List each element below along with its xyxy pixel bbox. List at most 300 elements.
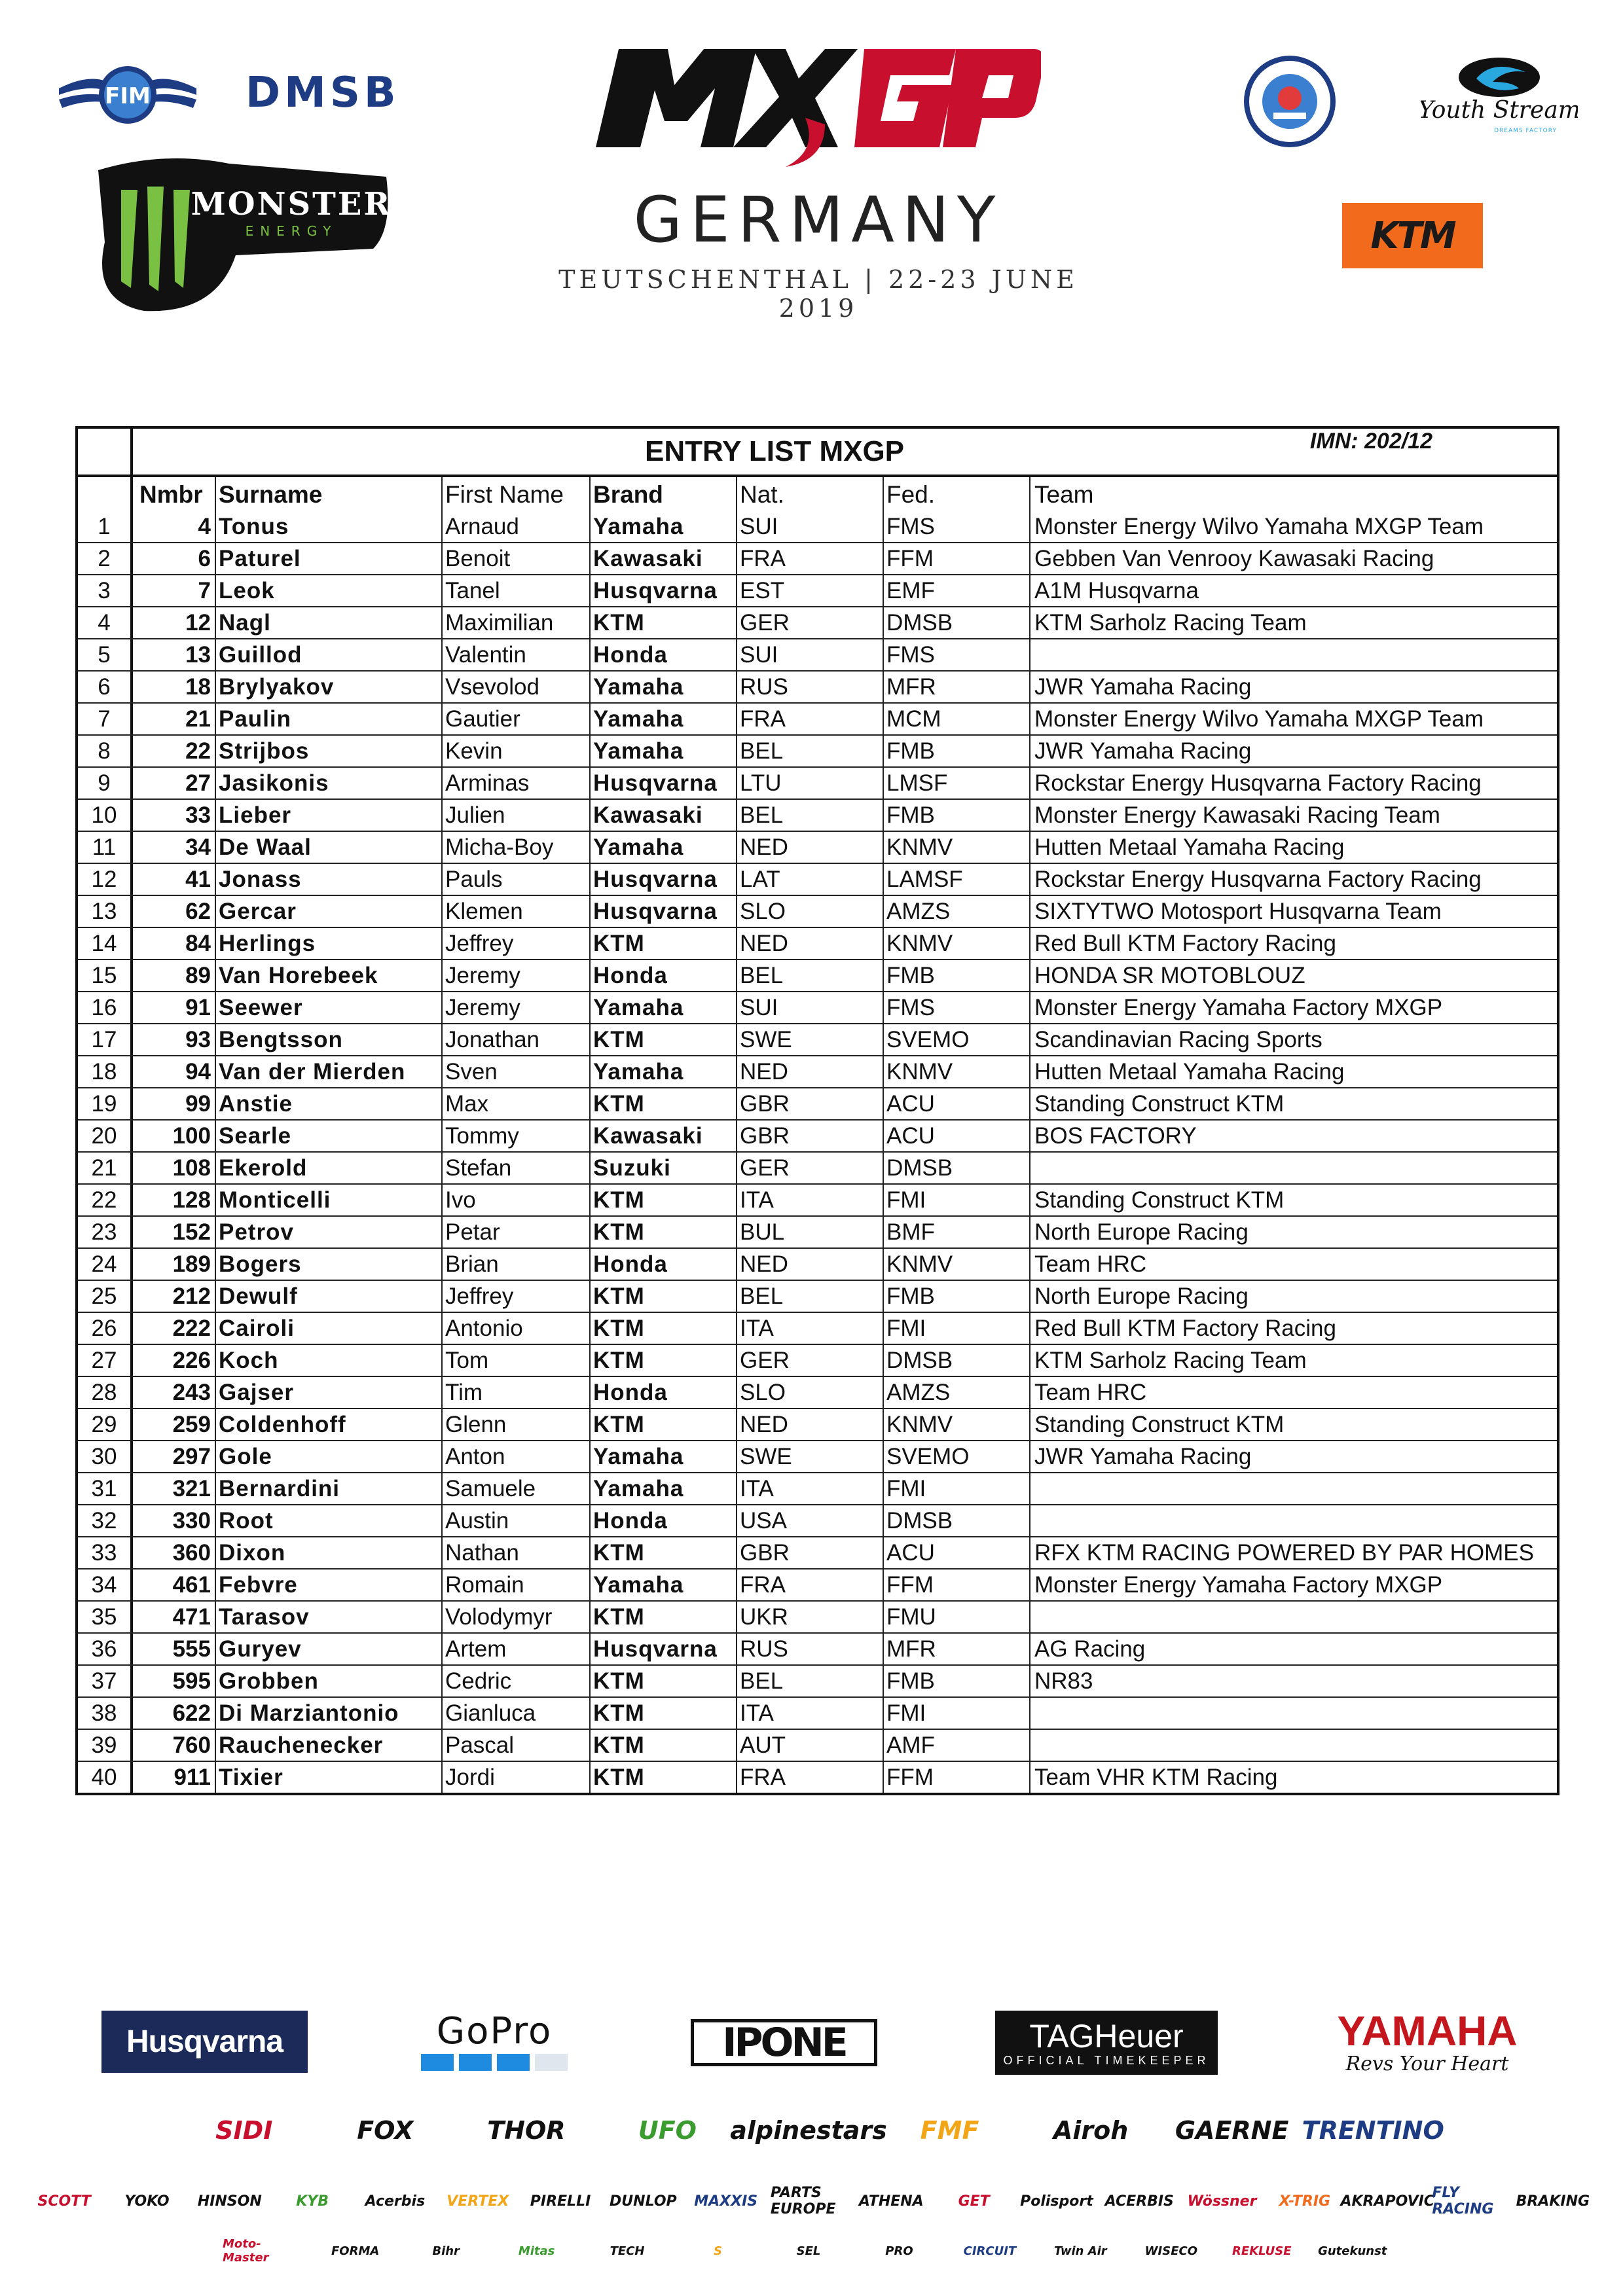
rider-nationality: ITA bbox=[737, 1185, 884, 1215]
row-index: 7 bbox=[78, 704, 133, 734]
rider-number: 41 bbox=[133, 864, 216, 895]
table-row bbox=[78, 1504, 1557, 1536]
sponsor-logo: Gutekunst bbox=[1318, 2244, 1387, 2258]
rider-nationality: GBR bbox=[737, 1537, 884, 1568]
rider-team: JWR Yamaha Racing bbox=[1034, 1444, 1252, 1469]
row-index: 31 bbox=[78, 1473, 133, 1504]
rider-surname: Paturel bbox=[216, 543, 443, 574]
rider-federation: ACU bbox=[884, 1537, 1030, 1568]
rider-brand: Honda bbox=[591, 960, 737, 991]
rider-surname: Gole bbox=[216, 1441, 443, 1472]
rider-first-name: Maximilian bbox=[443, 607, 591, 638]
rider-surname: Guryev bbox=[216, 1634, 443, 1664]
rider-team bbox=[1030, 1473, 1557, 1504]
rider-nationality: SWE bbox=[737, 1441, 884, 1472]
rider-surname: Di Marziantonio bbox=[216, 1698, 443, 1729]
rider-number: 471 bbox=[133, 1602, 216, 1632]
sponsor-logo: SEL bbox=[796, 2244, 821, 2258]
husqvarna-logo: Husqvarna bbox=[101, 2011, 308, 2073]
rider-first-name: Tim bbox=[443, 1377, 591, 1408]
rider-team: SIXTYTWO Motosport Husqvarna Team bbox=[1034, 899, 1442, 924]
rider-first-name: Nathan bbox=[443, 1537, 591, 1568]
rider-federation: FMB bbox=[884, 960, 1030, 991]
rider-first-name: Petar bbox=[443, 1217, 591, 1247]
sponsor-logo: WISECO bbox=[1144, 2244, 1197, 2258]
rider-surname: Seewer bbox=[216, 992, 443, 1023]
table-row bbox=[78, 863, 1557, 895]
header-nationality: Nat. bbox=[737, 477, 884, 511]
event-venue-dates: TEUTSCHENTHAL | 22-23 JUNE 2019 bbox=[558, 265, 1078, 323]
rider-brand: KTM bbox=[591, 1345, 737, 1376]
rider-federation: FMS bbox=[884, 992, 1030, 1023]
rider-nationality: BEL bbox=[737, 1666, 884, 1696]
table-row bbox=[78, 702, 1557, 734]
rider-brand: Husqvarna bbox=[591, 1634, 737, 1664]
imn-code: IMN: 202/12 bbox=[1309, 429, 1432, 454]
rider-number: 94 bbox=[133, 1056, 216, 1087]
rider-first-name: Arminas bbox=[443, 768, 591, 798]
rider-surname: De Waal bbox=[216, 832, 443, 863]
header-brand: Brand bbox=[591, 477, 737, 511]
sponsor-logo: X-TRIG bbox=[1279, 2193, 1331, 2210]
motocross-seal-logo bbox=[1241, 52, 1339, 151]
rider-surname: Febvre bbox=[216, 1570, 443, 1600]
rider-brand: KTM bbox=[591, 1024, 737, 1055]
table-row bbox=[78, 1087, 1557, 1119]
sponsor-logo: THOR bbox=[487, 2116, 566, 2145]
row-index: 28 bbox=[78, 1377, 133, 1408]
sponsor-logo: GAERNE bbox=[1175, 2116, 1289, 2145]
rider-number: 259 bbox=[133, 1409, 216, 1440]
rider-federation: FMI bbox=[884, 1698, 1030, 1729]
rider-nationality: ITA bbox=[737, 1473, 884, 1504]
rider-nationality: BEL bbox=[737, 960, 884, 991]
rider-brand: KTM bbox=[591, 607, 737, 638]
table-row bbox=[78, 1632, 1557, 1664]
rider-brand: Kawasaki bbox=[591, 800, 737, 831]
sponsor-logo: BRAKING bbox=[1516, 2193, 1590, 2210]
sponsor-logo: FLY RACING bbox=[1432, 2185, 1494, 2217]
table-row bbox=[78, 1696, 1557, 1729]
row-index: 35 bbox=[78, 1602, 133, 1632]
rider-first-name: Arnaud bbox=[443, 511, 591, 542]
rider-surname: Jonass bbox=[216, 864, 443, 895]
row-index: 27 bbox=[78, 1345, 133, 1376]
row-index: 13 bbox=[78, 896, 133, 927]
table-row bbox=[78, 895, 1557, 927]
rider-first-name: Romain bbox=[443, 1570, 591, 1600]
rider-surname: Petrov bbox=[216, 1217, 443, 1247]
row-index: 39 bbox=[78, 1730, 133, 1761]
rider-surname: Brylyakov bbox=[216, 672, 443, 702]
table-row bbox=[78, 831, 1557, 863]
table-row bbox=[78, 1440, 1557, 1472]
sponsor-logo: CIRCUIT bbox=[963, 2244, 1017, 2258]
row-index: 37 bbox=[78, 1666, 133, 1696]
rider-surname: Herlings bbox=[216, 928, 443, 959]
row-index: 3 bbox=[78, 575, 133, 606]
rider-number: 21 bbox=[133, 704, 216, 734]
rider-nationality: EST bbox=[737, 575, 884, 606]
row-index: 16 bbox=[78, 992, 133, 1023]
row-index: 10 bbox=[78, 800, 133, 831]
sponsor-logo: S bbox=[714, 2244, 722, 2258]
rider-team: Monster Energy Yamaha Factory MXGP bbox=[1034, 1572, 1443, 1598]
rider-team bbox=[1030, 1602, 1557, 1632]
sponsor-logo: KYB bbox=[296, 2193, 329, 2210]
svg-text:ENERGY: ENERGY bbox=[245, 223, 338, 239]
rider-brand: Husqvarna bbox=[591, 575, 737, 606]
rider-nationality: BEL bbox=[737, 800, 884, 831]
row-index: 40 bbox=[78, 1762, 133, 1793]
rider-federation: FMB bbox=[884, 1281, 1030, 1312]
rider-brand: Kawasaki bbox=[591, 543, 737, 574]
rider-number: 222 bbox=[133, 1313, 216, 1344]
row-index: 20 bbox=[78, 1121, 133, 1151]
rider-federation: KNMV bbox=[884, 1249, 1030, 1280]
rider-surname: Van Horebeek bbox=[216, 960, 443, 991]
sponsor-logo: Bihr bbox=[432, 2244, 460, 2258]
row-index: 4 bbox=[78, 607, 133, 638]
table-row bbox=[78, 670, 1557, 702]
sponsor-logo: SIDI bbox=[215, 2116, 273, 2145]
header-first-name: First Name bbox=[443, 477, 591, 511]
rider-surname: Bogers bbox=[216, 1249, 443, 1280]
rider-nationality: GER bbox=[737, 1345, 884, 1376]
ktm-logo: KTM bbox=[1342, 203, 1483, 268]
rider-team bbox=[1030, 1730, 1557, 1761]
rider-federation: MFR bbox=[884, 1634, 1030, 1664]
rider-first-name: Ivo bbox=[443, 1185, 591, 1215]
rider-team: KTM Sarholz Racing Team bbox=[1034, 610, 1307, 636]
sponsor-logo: FORMA bbox=[331, 2244, 380, 2258]
rider-brand: KTM bbox=[591, 928, 737, 959]
rider-team: Team VHR KTM Racing bbox=[1034, 1765, 1278, 1790]
rider-federation: AMF bbox=[884, 1730, 1030, 1761]
row-index: 22 bbox=[78, 1185, 133, 1215]
table-row bbox=[78, 1344, 1557, 1376]
sponsor-logo: FOX bbox=[357, 2116, 414, 2145]
sponsor-logo: SCOTT bbox=[37, 2193, 91, 2210]
rider-brand: KTM bbox=[591, 1666, 737, 1696]
tagheuer-text: TAGHeuer bbox=[1029, 2017, 1184, 2054]
rider-first-name: Jordi bbox=[443, 1762, 591, 1793]
rider-team: Team HRC bbox=[1034, 1251, 1147, 1277]
rider-surname: Strijbos bbox=[216, 736, 443, 766]
rider-federation: FMU bbox=[884, 1602, 1030, 1632]
rider-team: Standing Construct KTM bbox=[1034, 1412, 1285, 1437]
rider-federation: ACU bbox=[884, 1088, 1030, 1119]
rider-number: 27 bbox=[133, 768, 216, 798]
rider-team bbox=[1030, 1505, 1557, 1536]
rider-team: Rockstar Energy Husqvarna Factory Racing bbox=[1034, 867, 1482, 892]
rider-first-name: Jeffrey bbox=[443, 928, 591, 959]
fim-logo bbox=[59, 59, 196, 131]
rider-team: Red Bull KTM Factory Racing bbox=[1034, 1316, 1336, 1341]
sponsor-logo: VERTEX bbox=[447, 2193, 509, 2210]
rider-first-name: Artem bbox=[443, 1634, 591, 1664]
rider-number: 555 bbox=[133, 1634, 216, 1664]
rider-first-name: Vsevolod bbox=[443, 672, 591, 702]
rider-federation: KNMV bbox=[884, 928, 1030, 959]
table-row bbox=[78, 1119, 1557, 1151]
rider-team: Monster Energy Wilvo Yamaha MXGP Team bbox=[1034, 514, 1484, 539]
rider-brand: Yamaha bbox=[591, 1056, 737, 1087]
rider-federation: DMSB bbox=[884, 1505, 1030, 1536]
rider-federation: FFM bbox=[884, 543, 1030, 574]
rider-team: Team HRC bbox=[1034, 1380, 1147, 1405]
yamaha-logo bbox=[1322, 2006, 1532, 2078]
rider-surname: Root bbox=[216, 1505, 443, 1536]
row-index: 9 bbox=[78, 768, 133, 798]
rider-federation: FMS bbox=[884, 511, 1030, 542]
sponsor-logo: HINSON bbox=[197, 2193, 262, 2210]
youthstream-logo bbox=[1421, 52, 1578, 144]
rider-first-name: Pascal bbox=[443, 1730, 591, 1761]
rider-team: Scandinavian Racing Sports bbox=[1034, 1027, 1322, 1052]
table-row bbox=[78, 1664, 1557, 1696]
rider-first-name: Benoit bbox=[443, 543, 591, 574]
rider-number: 62 bbox=[133, 896, 216, 927]
rider-federation: KNMV bbox=[884, 1056, 1030, 1087]
rider-first-name: Pauls bbox=[443, 864, 591, 895]
row-index: 1 bbox=[78, 511, 133, 542]
rider-surname: Dewulf bbox=[216, 1281, 443, 1312]
rider-nationality: SWE bbox=[737, 1024, 884, 1055]
dmsb-logo: DMSB bbox=[246, 69, 400, 117]
rider-number: 89 bbox=[133, 960, 216, 991]
rider-brand: KTM bbox=[591, 1730, 737, 1761]
table-row bbox=[78, 1312, 1557, 1344]
sponsor-logo: Airoh bbox=[1053, 2116, 1129, 2145]
rider-team: Hutten Metaal Yamaha Racing bbox=[1034, 1059, 1345, 1085]
rider-brand: KTM bbox=[591, 1088, 737, 1119]
rider-first-name: Micha-Boy bbox=[443, 832, 591, 863]
rider-surname: Bengtsson bbox=[216, 1024, 443, 1055]
row-index: 15 bbox=[78, 960, 133, 991]
row-index: 19 bbox=[78, 1088, 133, 1119]
rider-number: 152 bbox=[133, 1217, 216, 1247]
table-row bbox=[78, 927, 1557, 959]
row-index: 29 bbox=[78, 1409, 133, 1440]
rider-nationality: FRA bbox=[737, 1570, 884, 1600]
yamaha-text: YAMAHA bbox=[1337, 2007, 1518, 2054]
rider-nationality: SLO bbox=[737, 896, 884, 927]
rider-federation: FMB bbox=[884, 736, 1030, 766]
rider-team: JWR Yamaha Racing bbox=[1034, 674, 1252, 700]
table-row bbox=[78, 1600, 1557, 1632]
row-index: 11 bbox=[78, 832, 133, 863]
sponsor-logo: Polisport bbox=[1020, 2193, 1093, 2210]
rider-team: Rockstar Energy Husqvarna Factory Racing bbox=[1034, 770, 1482, 796]
sponsor-logo: TRENTINO bbox=[1302, 2116, 1444, 2145]
mxgp-logo bbox=[589, 39, 1041, 170]
rider-team: Monster Energy Wilvo Yamaha MXGP Team bbox=[1034, 706, 1484, 732]
youthstream-text: Youth Stream bbox=[1421, 97, 1578, 124]
rider-surname: Leok bbox=[216, 575, 443, 606]
rider-first-name: Jeffrey bbox=[443, 1281, 591, 1312]
table-row bbox=[78, 1761, 1557, 1793]
rider-first-name: Julien bbox=[443, 800, 591, 831]
rider-federation: AMZS bbox=[884, 1377, 1030, 1408]
rider-brand: Yamaha bbox=[591, 672, 737, 702]
rider-brand: Yamaha bbox=[591, 736, 737, 766]
rider-surname: Grobben bbox=[216, 1666, 443, 1696]
rider-nationality: LAT bbox=[737, 864, 884, 895]
rider-brand: Honda bbox=[591, 639, 737, 670]
sponsor-logo: PARTS EUROPE bbox=[770, 2185, 836, 2217]
header-index-cell bbox=[78, 477, 133, 511]
header-federation: Fed. bbox=[884, 477, 1030, 511]
rider-brand: Suzuki bbox=[591, 1153, 737, 1183]
header-team: Team bbox=[1034, 481, 1094, 508]
rider-federation: EMF bbox=[884, 575, 1030, 606]
rider-first-name: Kevin bbox=[443, 736, 591, 766]
youthstream-tagline: DREAMS FACTORY bbox=[1494, 128, 1557, 134]
rider-team: AG Racing bbox=[1034, 1636, 1146, 1662]
rider-nationality: FRA bbox=[737, 1762, 884, 1793]
rider-team: North Europe Racing bbox=[1034, 1283, 1249, 1309]
rider-first-name: Stefan bbox=[443, 1153, 591, 1183]
rider-first-name: Jeremy bbox=[443, 960, 591, 991]
rider-federation: FMB bbox=[884, 800, 1030, 831]
rider-brand: Honda bbox=[591, 1249, 737, 1280]
rider-federation: SVEMO bbox=[884, 1441, 1030, 1472]
rider-surname: Coldenhoff bbox=[216, 1409, 443, 1440]
table-row bbox=[78, 734, 1557, 766]
rider-federation: DMSB bbox=[884, 1345, 1030, 1376]
sponsor-logo: Moto-Master bbox=[223, 2237, 269, 2265]
event-country: GERMANY bbox=[633, 183, 1004, 257]
row-index: 36 bbox=[78, 1634, 133, 1664]
rider-first-name: Gianluca bbox=[443, 1698, 591, 1729]
rider-federation: FFM bbox=[884, 1762, 1030, 1793]
rider-team: HONDA SR MOTOBLOUZ bbox=[1034, 963, 1305, 988]
rider-brand: KTM bbox=[591, 1602, 737, 1632]
rider-number: 212 bbox=[133, 1281, 216, 1312]
rider-number: 12 bbox=[133, 607, 216, 638]
row-index: 14 bbox=[78, 928, 133, 959]
rider-federation: SVEMO bbox=[884, 1024, 1030, 1055]
rider-nationality: USA bbox=[737, 1505, 884, 1536]
sponsor-logo: ACERBIS bbox=[1104, 2193, 1174, 2210]
tagheuer-logo bbox=[995, 2011, 1218, 2075]
rider-surname: Van der Mierden bbox=[216, 1056, 443, 1087]
sponsor-logo: UFO bbox=[638, 2116, 697, 2145]
rider-federation: FMI bbox=[884, 1473, 1030, 1504]
table-row bbox=[78, 1247, 1557, 1280]
table-row bbox=[78, 1729, 1557, 1761]
title-index-cell bbox=[78, 429, 133, 475]
rider-brand: KTM bbox=[591, 1217, 737, 1247]
rider-number: 128 bbox=[133, 1185, 216, 1215]
row-index: 5 bbox=[78, 639, 133, 670]
rider-surname: Cairoli bbox=[216, 1313, 443, 1344]
sponsor-logo: PRO bbox=[885, 2244, 913, 2258]
rider-team: Gebben Van Venrooy Kawasaki Racing bbox=[1034, 546, 1434, 571]
title-cell bbox=[133, 429, 1557, 475]
sponsor-logo: AKRAPOVIC bbox=[1340, 2193, 1434, 2210]
header-number: Nmbr bbox=[133, 477, 216, 511]
sponsor-logo: TECH bbox=[610, 2244, 645, 2258]
row-index: 33 bbox=[78, 1537, 133, 1568]
rider-number: 595 bbox=[133, 1666, 216, 1696]
rider-nationality: FRA bbox=[737, 543, 884, 574]
tagheuer-sub: OFFICIAL TIMEKEEPER bbox=[1003, 2053, 1210, 2067]
rider-surname: Rauchenecker bbox=[216, 1730, 443, 1761]
rider-nationality: SUI bbox=[737, 992, 884, 1023]
rider-team: Monster Energy Yamaha Factory MXGP bbox=[1034, 995, 1443, 1020]
rider-first-name: Sven bbox=[443, 1056, 591, 1087]
rider-first-name: Antonio bbox=[443, 1313, 591, 1344]
rider-nationality: BEL bbox=[737, 736, 884, 766]
rider-nationality: LTU bbox=[737, 768, 884, 798]
svg-text:MONSTER: MONSTER bbox=[191, 186, 392, 223]
rider-number: 461 bbox=[133, 1570, 216, 1600]
rider-federation: AMZS bbox=[884, 896, 1030, 927]
rider-brand: Yamaha bbox=[591, 1570, 737, 1600]
rider-surname: Jasikonis bbox=[216, 768, 443, 798]
rider-number: 18 bbox=[133, 672, 216, 702]
rider-number: 189 bbox=[133, 1249, 216, 1280]
rider-first-name: Samuele bbox=[443, 1473, 591, 1504]
rider-team: Standing Construct KTM bbox=[1034, 1187, 1285, 1213]
rider-surname: Lieber bbox=[216, 800, 443, 831]
rider-surname: Searle bbox=[216, 1121, 443, 1151]
gopro-text: GoPro bbox=[436, 2010, 553, 2053]
gopro-logo bbox=[409, 2010, 579, 2072]
rider-brand: Yamaha bbox=[591, 1473, 737, 1504]
rider-brand: KTM bbox=[591, 1185, 737, 1215]
rider-nationality: GBR bbox=[737, 1121, 884, 1151]
rider-team: NR83 bbox=[1034, 1668, 1093, 1694]
row-index: 2 bbox=[78, 543, 133, 574]
rider-team: Monster Energy Kawasaki Racing Team bbox=[1034, 802, 1440, 828]
rider-team: RFX KTM RACING POWERED BY PAR HOMES bbox=[1034, 1540, 1534, 1566]
table-row bbox=[78, 1568, 1557, 1600]
rider-team: BOS FACTORY bbox=[1034, 1123, 1197, 1149]
sponsor-logo: GET bbox=[958, 2193, 990, 2210]
rider-number: 911 bbox=[133, 1762, 216, 1793]
rider-nationality: NED bbox=[737, 1249, 884, 1280]
rider-brand: Kawasaki bbox=[591, 1121, 737, 1151]
rider-nationality: RUS bbox=[737, 672, 884, 702]
rider-first-name: Anton bbox=[443, 1441, 591, 1472]
row-index: 23 bbox=[78, 1217, 133, 1247]
rider-brand: Husqvarna bbox=[591, 864, 737, 895]
rider-team: Red Bull KTM Factory Racing bbox=[1034, 931, 1336, 956]
rider-surname: Gercar bbox=[216, 896, 443, 927]
rider-number: 108 bbox=[133, 1153, 216, 1183]
entry-list-table bbox=[75, 426, 1559, 1795]
rider-nationality: GER bbox=[737, 607, 884, 638]
table-row bbox=[78, 511, 1557, 542]
rider-federation: FMB bbox=[884, 1666, 1030, 1696]
rider-number: 13 bbox=[133, 639, 216, 670]
rider-team: KTM Sarholz Racing Team bbox=[1034, 1348, 1307, 1373]
rider-brand: Husqvarna bbox=[591, 768, 737, 798]
table-row bbox=[78, 798, 1557, 831]
table-row bbox=[78, 959, 1557, 991]
rider-federation: KNMV bbox=[884, 832, 1030, 863]
rider-brand: Yamaha bbox=[591, 1441, 737, 1472]
rider-surname: Koch bbox=[216, 1345, 443, 1376]
rider-team: Hutten Metaal Yamaha Racing bbox=[1034, 834, 1345, 860]
rider-federation: LMSF bbox=[884, 768, 1030, 798]
sponsor-logo: ATHENA bbox=[858, 2193, 924, 2210]
rider-nationality: FRA bbox=[737, 704, 884, 734]
rider-federation: MFR bbox=[884, 672, 1030, 702]
